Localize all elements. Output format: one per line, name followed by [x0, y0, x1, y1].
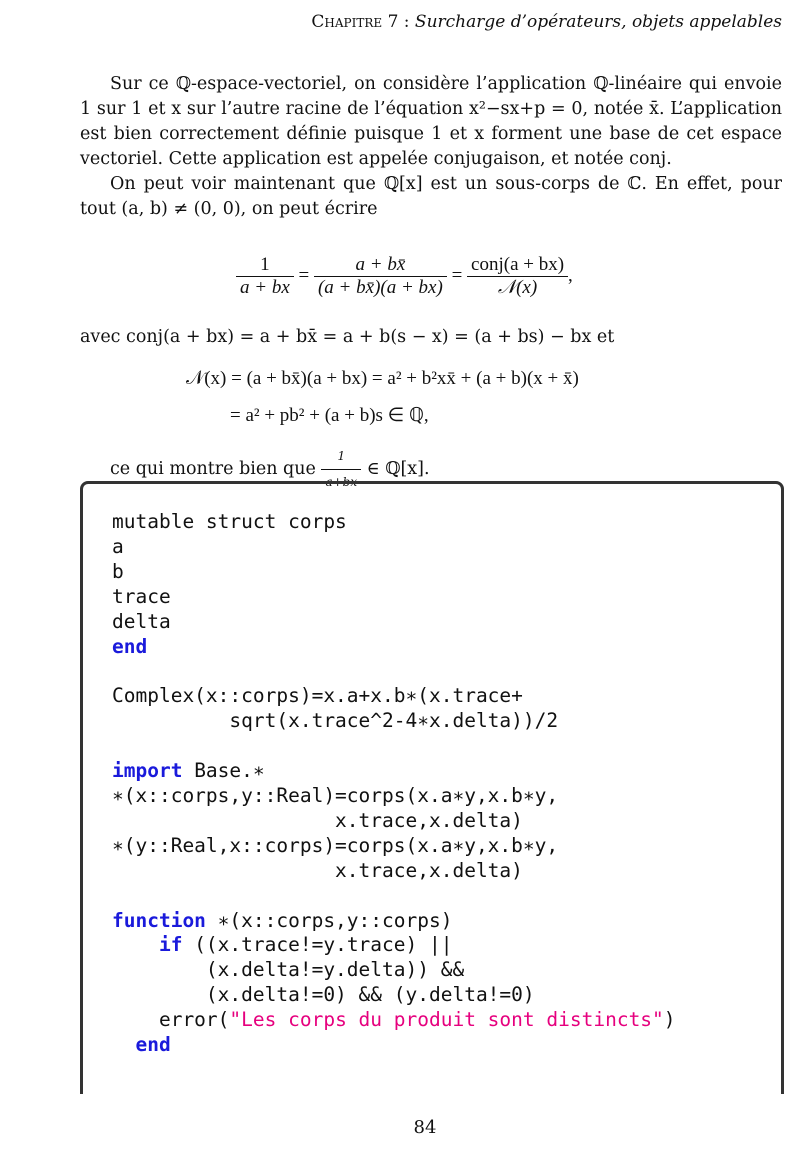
- code-line: [112, 535, 676, 560]
- code-line: [112, 610, 676, 635]
- conj-definition-line: avec conj(a + bx) = a + bx̄ = a + b(s − x) = (a + bs) − bx et: [80, 327, 615, 347]
- code-line: [112, 909, 676, 934]
- code-text: trace: [112, 584, 171, 608]
- code-line: [112, 659, 676, 684]
- code-text: ∗(x::corps,y::corps): [205, 908, 453, 932]
- code-string: "Les corps du produit sont distincts": [229, 1008, 664, 1032]
- code-line: [112, 1008, 676, 1033]
- code-text: [112, 1033, 135, 1056]
- code-text: delta: [112, 609, 171, 633]
- code-line: [112, 684, 676, 709]
- chapter-number: 7 :: [387, 12, 410, 32]
- chapter-label: Chapitre: [311, 12, 383, 32]
- code-line: [112, 983, 676, 1008]
- code-text: ): [663, 1008, 676, 1032]
- code-line: [112, 734, 676, 759]
- code-line: [112, 933, 676, 958]
- code-keyword: function: [112, 908, 206, 932]
- fraction-lhs: $\frac{1}{a + bx}$: [236, 254, 294, 299]
- code-keyword: import: [112, 759, 183, 783]
- code-keyword: if: [158, 933, 183, 957]
- conclusion-line: ce qui montre bien que $\frac{1}{a+bx}$ ∈ ℚ[x].: [110, 444, 710, 495]
- code-text: mutable struct corps: [112, 510, 347, 533]
- code-text: a: [112, 534, 124, 558]
- code-text: [112, 933, 159, 956]
- code-text: (x.delta!=y.delta)) &&: [112, 958, 465, 982]
- code-text: x.trace,x.delta): [112, 808, 523, 832]
- code-text: error(: [112, 1008, 230, 1032]
- code-line: [112, 809, 676, 834]
- code-text: ∗(y::Real,x::corps)=corps(x.a∗y,x.b∗y,: [112, 833, 559, 857]
- norm-equation-line2: = a² + pb² + (a + b)s ∈ ℚ,: [230, 405, 429, 426]
- code-text: sqrt(x.trace^2-4∗x.delta))/2: [112, 709, 559, 733]
- code-line: [112, 560, 676, 585]
- code-line: [112, 859, 676, 884]
- code-line: [112, 585, 676, 610]
- code-text: Base.∗: [182, 759, 265, 783]
- norm-equation-line1: 𝒩(x) = (a + bx̄)(a + bx) = a² + b²xx̄ + (a + b)(x + x̄): [186, 368, 579, 389]
- code-text: ∗(x::corps,y::Real)=corps(x.a∗y,x.b∗y,: [112, 783, 559, 807]
- running-header: [311, 12, 782, 32]
- code-line: [112, 1033, 676, 1058]
- code-line: [112, 958, 676, 983]
- chapter-title: Surcharge d’opérateurs, objets appelables: [414, 12, 782, 32]
- code-line: [112, 759, 676, 784]
- code-keyword: end: [112, 634, 148, 658]
- paragraph-conjugation: Sur ce ℚ-espace-vectoriel, on considère l’application ℚ-linéaire qui envoie 1 sur 1 et x sur l’autre racine de l’équation x²−sx+p = 0, notée x̄. L’application est bien correctement définie puisque 1 et x forment une base de cet espace vectoriel. Cette application est appelée conjugaison, et notée conj.: [80, 74, 782, 169]
- code-text: (x.delta!=0) && (y.delta!=0): [112, 983, 535, 1007]
- code-text: b: [112, 559, 124, 583]
- code-text: ((x.trace!=y.trace) ||: [182, 933, 453, 957]
- fraction-rhs: $\frac{\text{conj(a + bx)}}{\text{𝒩(x)}}$: [467, 254, 568, 299]
- fraction-equation: $\frac{1}{a + bx}$ = $\frac{a + bx̄}{(a + bx̄)(a + bx)}$ = $\frac{\text{conj(a + bx)}}{\text{𝒩(x)}}$ ,: [236, 254, 573, 299]
- page-number: 84: [413, 1117, 437, 1138]
- code-line: [112, 834, 676, 859]
- code-line: [112, 884, 676, 909]
- julia-code-listing: [112, 510, 676, 1058]
- code-line: [112, 709, 676, 734]
- code-keyword: end: [135, 1033, 171, 1057]
- code-text: x.trace,x.delta): [112, 858, 523, 882]
- fraction-middle: $\frac{a + bx̄}{(a + bx̄)(a + bx)}$: [314, 254, 447, 299]
- code-line: [112, 510, 676, 535]
- inverse-fraction: $\frac{1}{a+bx}$: [321, 444, 361, 495]
- code-line: [112, 635, 676, 660]
- paragraph-subfield: On peut voir maintenant que ℚ[x] est un sous-corps de ℂ. En effet, pour tout (a, b) ≠ (0, 0), on peut écrire: [80, 174, 782, 219]
- code-text: Complex(x::corps)=x.a+x.b∗(x.trace+: [112, 684, 523, 708]
- code-line: [112, 784, 676, 809]
